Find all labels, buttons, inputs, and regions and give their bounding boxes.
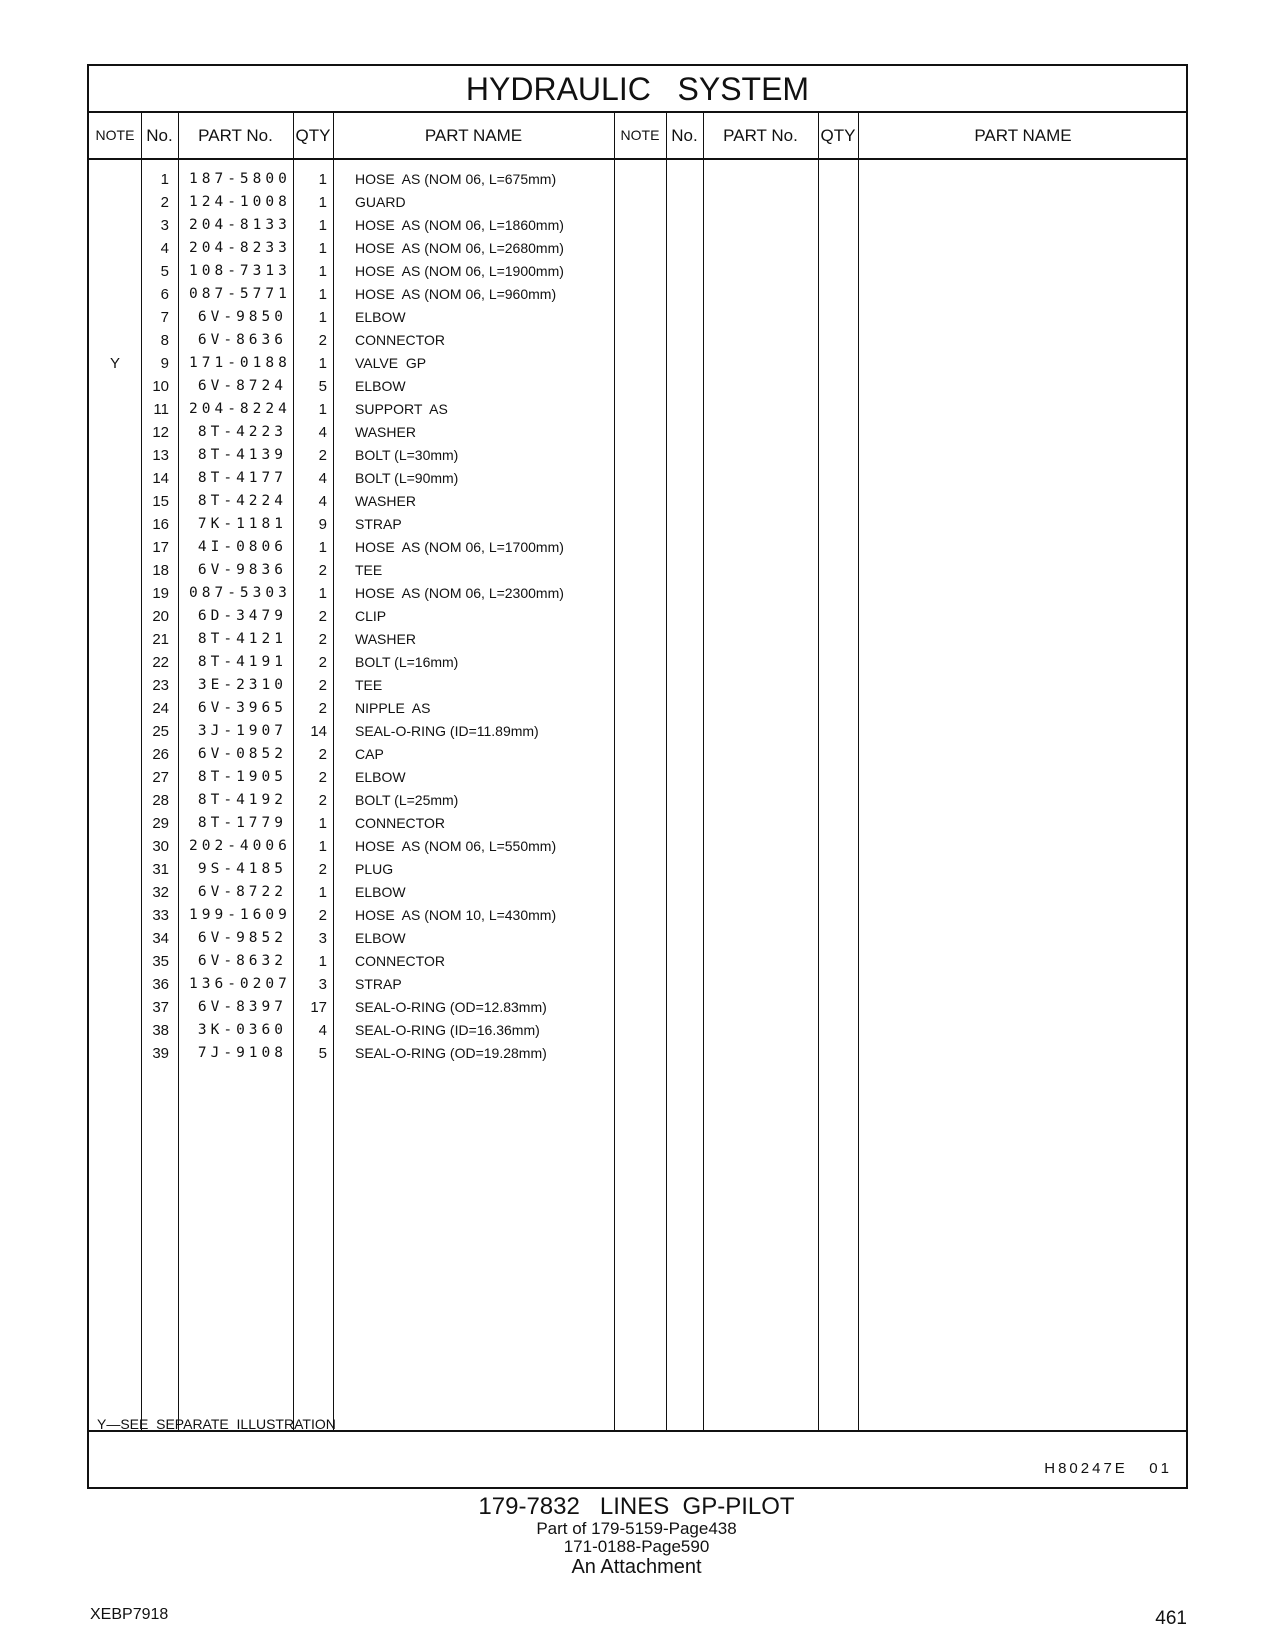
quantity-cell: 2 [318, 677, 327, 694]
table-row [89, 329, 1186, 352]
part-name-cell: ELBOW [355, 930, 406, 946]
table-row [89, 559, 1186, 582]
part-name-cell: BOLT (L=30mm) [355, 447, 459, 463]
part-number-cell: 204-8133 [189, 217, 291, 233]
part-number-cell: 6V-8632 [197, 953, 287, 969]
part-name-cell: NIPPLE AS [355, 700, 431, 716]
quantity-cell: 1 [318, 240, 327, 257]
table-row [89, 1019, 1186, 1042]
quantity-cell: 1 [318, 953, 327, 970]
part-number-cell: 8T-4121 [197, 631, 287, 647]
assembly-title: 179-7832 LINES GP-PILOT [478, 1493, 795, 1520]
part-name-cell: BOLT (L=90mm) [355, 470, 459, 486]
part-name-cell: TEE [355, 677, 383, 693]
table-row [89, 306, 1186, 329]
header-part-name-left: PART NAME [424, 126, 523, 145]
header-note-left: NOTE [95, 127, 135, 143]
item-number-cell: 27 [152, 769, 169, 786]
part-name-cell: GUARD [355, 194, 406, 210]
table-row [89, 651, 1186, 674]
header-note-right: NOTE [620, 127, 660, 143]
part-name-cell: WASHER [355, 424, 416, 440]
assembly-type: An Attachment [571, 1556, 702, 1578]
table-row [89, 858, 1186, 881]
part-name-cell: HOSE AS (NOM 06, L=960mm) [355, 286, 557, 302]
quantity-cell: 2 [318, 562, 327, 579]
part-name-cell: ELBOW [355, 309, 406, 325]
part-number-cell: 171-0188 [189, 355, 291, 371]
item-number-cell: 13 [152, 447, 169, 464]
table-row [89, 1042, 1186, 1065]
part-name-cell: SEAL-O-RING (ID=11.89mm) [355, 723, 539, 739]
quantity-cell: 4 [318, 493, 327, 510]
table-row [89, 260, 1186, 283]
quantity-cell: 9 [318, 516, 327, 533]
note-cell: Y [109, 355, 120, 372]
part-name-cell: CAP [355, 746, 384, 762]
item-number-cell: 18 [152, 562, 169, 579]
part-number-cell: 6V-0852 [197, 746, 287, 762]
item-number-cell: 12 [152, 424, 169, 441]
part-number-cell: 087-5771 [189, 286, 291, 302]
part-name-cell: HOSE AS (NOM 06, L=675mm) [355, 171, 557, 187]
table-row [89, 835, 1186, 858]
table-row [89, 398, 1186, 421]
header-no-right: No. [671, 126, 698, 145]
quantity-cell: 1 [318, 217, 327, 234]
item-number-cell: 38 [152, 1022, 169, 1039]
assembly-caption [0, 1494, 1273, 1578]
part-name-cell: PLUG [355, 861, 394, 877]
part-number-cell: 8T-4139 [197, 447, 287, 463]
table-row [89, 789, 1186, 812]
part-number-cell: 8T-1779 [197, 815, 287, 831]
table-row [89, 168, 1186, 191]
part-name-cell: SEAL-O-RING (ID=16.36mm) [355, 1022, 540, 1038]
table-header-row [89, 113, 1186, 160]
quantity-cell: 1 [318, 401, 327, 418]
quantity-cell: 3 [318, 976, 327, 993]
table-row [89, 881, 1186, 904]
part-number-cell: 8T-4223 [197, 424, 287, 440]
assembly-page-ref: 171-0188-Page590 [563, 1537, 710, 1556]
item-number-cell: 21 [152, 631, 169, 648]
part-name-cell: ELBOW [355, 884, 406, 900]
table-row [89, 950, 1186, 973]
item-number-cell: 35 [152, 953, 169, 970]
part-number-cell: 7J-9108 [197, 1045, 287, 1061]
part-name-cell: STRAP [355, 516, 402, 532]
quantity-cell: 4 [318, 1022, 327, 1039]
quantity-cell: 17 [310, 999, 327, 1016]
table-row [89, 467, 1186, 490]
part-number-cell: 108-7313 [189, 263, 291, 279]
part-number-cell: 6D-3479 [197, 608, 287, 624]
table-row [89, 421, 1186, 444]
part-name-cell: ELBOW [355, 378, 406, 394]
part-name-cell: BOLT (L=16mm) [355, 654, 459, 670]
part-number-cell: 8T-4177 [197, 470, 287, 486]
part-number-cell: 6V-9836 [197, 562, 287, 578]
part-name-cell: HOSE AS (NOM 10, L=430mm) [355, 907, 557, 923]
part-number-cell: 4I-0806 [197, 539, 287, 555]
item-number-cell: 4 [160, 240, 169, 257]
quantity-cell: 4 [318, 424, 327, 441]
section-title: HYDRAULIC SYSTEM [89, 66, 1186, 113]
item-number-cell: 32 [152, 884, 169, 901]
item-number-cell: 5 [160, 263, 169, 280]
item-number-cell: 26 [152, 746, 169, 763]
table-row [89, 536, 1186, 559]
header-no-left: No. [146, 126, 173, 145]
table-row [89, 766, 1186, 789]
part-name-cell: WASHER [355, 493, 416, 509]
part-name-cell: SUPPORT AS [355, 401, 448, 417]
part-name-cell: ELBOW [355, 769, 406, 785]
part-number-cell: 204-8224 [189, 401, 291, 417]
table-row [89, 605, 1186, 628]
item-number-cell: 7 [160, 309, 169, 326]
table-row [89, 674, 1186, 697]
part-name-cell: HOSE AS (NOM 06, L=1900mm) [355, 263, 564, 279]
book-id: XEBP7918 [90, 1606, 169, 1623]
part-number-cell: 3J-1907 [197, 723, 287, 739]
assembly-parent-ref: Part of 179-5159-Page438 [536, 1519, 737, 1538]
document-reference: H80247E 01 [1044, 1460, 1172, 1477]
part-number-cell: 087-5303 [189, 585, 291, 601]
table-row [89, 283, 1186, 306]
table-row [89, 582, 1186, 605]
table-row [89, 904, 1186, 927]
item-number-cell: 24 [152, 700, 169, 717]
quantity-cell: 2 [318, 654, 327, 671]
quantity-cell: 2 [318, 907, 327, 924]
table-row [89, 812, 1186, 835]
item-number-cell: 8 [160, 332, 169, 349]
part-name-cell: HOSE AS (NOM 06, L=1860mm) [355, 217, 564, 233]
part-number-cell: 3E-2310 [197, 677, 287, 693]
item-number-cell: 25 [152, 723, 169, 740]
item-number-cell: 1 [160, 171, 169, 188]
table-row [89, 927, 1186, 950]
quantity-cell: 1 [318, 355, 327, 372]
quantity-cell: 1 [318, 838, 327, 855]
part-number-cell: 6V-3965 [197, 700, 287, 716]
part-number-cell: 199-1609 [189, 907, 291, 923]
quantity-cell: 5 [318, 378, 327, 395]
part-name-cell: VALVE GP [355, 355, 427, 371]
page-number: 461 [1155, 1608, 1187, 1629]
item-number-cell: 11 [153, 401, 169, 418]
quantity-cell: 1 [318, 585, 327, 602]
part-name-cell: WASHER [355, 631, 416, 647]
part-number-cell: 6V-8636 [197, 332, 287, 348]
part-number-cell: 6V-8724 [197, 378, 287, 394]
part-name-cell: HOSE AS (NOM 06, L=1700mm) [355, 539, 564, 555]
quantity-cell: 2 [318, 700, 327, 717]
table-row [89, 996, 1186, 1019]
part-name-cell: TEE [355, 562, 383, 578]
footnote: Y—SEE SEPARATE ILLUSTRATION [97, 1416, 336, 1432]
quantity-cell: 2 [318, 332, 327, 349]
header-part-name-right: PART NAME [974, 126, 1072, 145]
item-number-cell: 20 [152, 608, 169, 625]
item-number-cell: 14 [152, 470, 169, 487]
item-number-cell: 17 [152, 539, 169, 556]
table-row [89, 375, 1186, 398]
table-row [89, 720, 1186, 743]
part-number-cell: 3K-0360 [197, 1022, 287, 1038]
table-row [89, 191, 1186, 214]
item-number-cell: 3 [160, 217, 169, 234]
quantity-cell: 4 [318, 470, 327, 487]
quantity-cell: 2 [318, 792, 327, 809]
part-number-cell: 7K-1181 [197, 516, 287, 532]
quantity-cell: 2 [318, 631, 327, 648]
part-number-cell: 8T-4224 [197, 493, 287, 509]
item-number-cell: 15 [152, 493, 169, 510]
table-row [89, 490, 1186, 513]
item-number-cell: 22 [152, 654, 169, 671]
part-name-cell: CLIP [355, 608, 387, 624]
quantity-cell: 1 [318, 815, 327, 832]
table-row [89, 444, 1186, 467]
part-number-cell: 8T-4191 [197, 654, 287, 670]
quantity-cell: 2 [318, 447, 327, 464]
item-number-cell: 30 [152, 838, 169, 855]
header-part-no-right: PART No. [723, 126, 798, 145]
table-row [89, 628, 1186, 651]
part-name-cell: CONNECTOR [355, 815, 445, 831]
item-number-cell: 33 [152, 907, 169, 924]
item-number-cell: 16 [152, 516, 169, 533]
quantity-cell: 2 [318, 746, 327, 763]
quantity-cell: 1 [318, 263, 327, 280]
part-number-cell: 9S-4185 [197, 861, 287, 877]
item-number-cell: 19 [152, 585, 169, 602]
quantity-cell: 5 [318, 1045, 327, 1062]
table-row [89, 973, 1186, 996]
table-row [89, 214, 1186, 237]
quantity-cell: 2 [318, 608, 327, 625]
item-number-cell: 9 [160, 355, 169, 372]
part-number-cell: 6V-8397 [197, 999, 287, 1015]
item-number-cell: 31 [152, 861, 169, 878]
item-number-cell: 2 [160, 194, 169, 211]
table-row [89, 352, 1186, 375]
parts-list [89, 168, 1186, 1065]
part-number-cell: 8T-1905 [197, 769, 287, 785]
part-number-cell: 6V-8722 [197, 884, 287, 900]
part-number-cell: 6V-9852 [197, 930, 287, 946]
quantity-cell: 1 [318, 309, 327, 326]
part-name-cell: STRAP [355, 976, 402, 992]
header-qty-left: QTY [295, 126, 331, 145]
part-number-cell: 6V-9850 [197, 309, 287, 325]
quantity-cell: 1 [318, 194, 327, 211]
item-number-cell: 10 [152, 378, 169, 395]
part-name-cell: SEAL-O-RING (OD=12.83mm) [355, 999, 547, 1015]
header-part-no-left: PART No. [198, 126, 273, 145]
quantity-cell: 1 [318, 286, 327, 303]
table-row [89, 743, 1186, 766]
part-number-cell: 202-4006 [189, 838, 291, 854]
item-number-cell: 36 [152, 976, 169, 993]
part-name-cell: CONNECTOR [355, 332, 445, 348]
quantity-cell: 1 [318, 171, 327, 188]
part-name-cell: HOSE AS (NOM 06, L=2680mm) [355, 240, 564, 256]
item-number-cell: 37 [152, 999, 169, 1016]
part-name-cell: BOLT (L=25mm) [355, 792, 459, 808]
part-name-cell: HOSE AS (NOM 06, L=2300mm) [355, 585, 564, 601]
item-number-cell: 34 [152, 930, 169, 947]
part-name-cell: HOSE AS (NOM 06, L=550mm) [355, 838, 557, 854]
part-number-cell: 8T-4192 [197, 792, 287, 808]
item-number-cell: 39 [152, 1045, 169, 1062]
part-number-cell: 204-8233 [189, 240, 291, 256]
part-number-cell: 187-5800 [189, 171, 291, 187]
quantity-cell: 2 [318, 769, 327, 786]
quantity-cell: 2 [318, 861, 327, 878]
part-name-cell: CONNECTOR [355, 953, 445, 969]
quantity-cell: 1 [318, 884, 327, 901]
table-row [89, 513, 1186, 536]
part-number-cell: 124-1008 [189, 194, 291, 210]
part-number-cell: 136-0207 [189, 976, 291, 992]
table-row [89, 237, 1186, 260]
item-number-cell: 23 [152, 677, 169, 694]
quantity-cell: 14 [310, 723, 327, 740]
item-number-cell: 29 [152, 815, 169, 832]
item-number-cell: 6 [160, 286, 169, 303]
part-name-cell: SEAL-O-RING (OD=19.28mm) [355, 1045, 547, 1061]
quantity-cell: 1 [318, 539, 327, 556]
item-number-cell: 28 [152, 792, 169, 809]
header-qty-right: QTY [820, 126, 856, 145]
quantity-cell: 3 [318, 930, 327, 947]
table-row [89, 697, 1186, 720]
parts-table-frame [87, 64, 1188, 1489]
